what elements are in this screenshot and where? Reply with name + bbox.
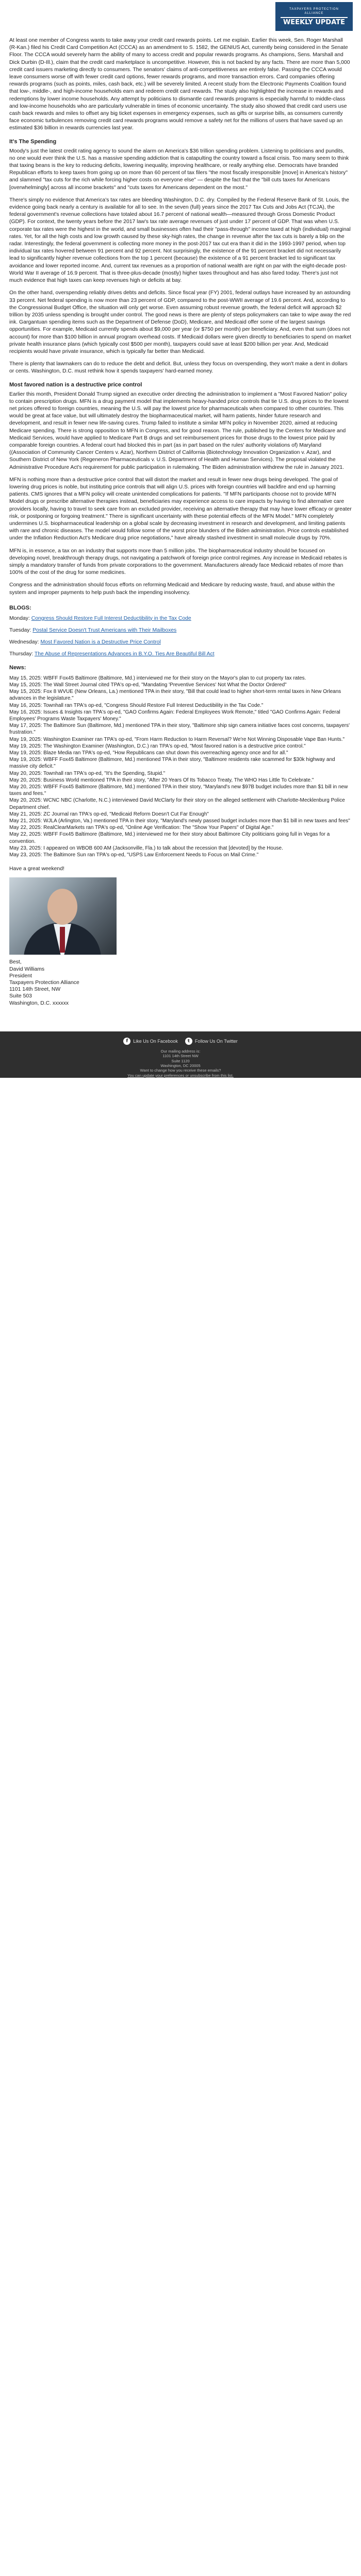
preferences-link[interactable]: You can update your preferences or unsubscribe from this list. (127, 1073, 234, 1078)
blog-day: Wednesday: (9, 639, 39, 645)
news-item: May 19, 2025: WBFF Fox45 Baltimore (Baltimore, Md.) mentioned TPA in their story, "Baltimore residents rake scammed for $30k highway and massive city deficit." (9, 757, 335, 770)
footer-line-1: Our mailing address is: (160, 1048, 201, 1054)
footer-line-2: 1101 14th Street NW (162, 1054, 199, 1059)
blog-day: Tuesday: (9, 627, 31, 633)
mfn-paragraph-2: MFN is nothing more than a destructive price control that will distort the market and result in fewer new drugs being developed. The goal of lowering drug prices is noble, but instituting price controls that will align U.S. prices with foreign countries will backfire and end up harming patients. CMS ignores that a MFN policy will create unintended complications for patients. "If MFN participants choose not to provide MFN Model drugs or prescribe alternative therapies instead, beneficiaries may experience access to care impacts by having to find alternative care providers locally, having to travel to seek care from an excluded provider, receiving an alternative therapy that may have lower efficacy or greater risk, or postponing or forgoing treatment." There is significant uncertainty with these potential effects of the MFN Model." MFN completely undermines U.S. biopharmaceutical leadership on a global scale by decreasing investment in research and development, and limiting patients with rare and chronic diseases. The model would follow some of the worst price blunders of the Biden administration. Price controls established under the Inflation Reduction Act's Medicare drug price negotiations," have already stashed investment in small molecule drugs by 70%. (9, 477, 352, 541)
twitter-icon: t (185, 1038, 192, 1045)
footer-line-4: Washington, DC 20005 (160, 1063, 201, 1068)
signature-block (9, 959, 352, 1006)
blog-day: Thursday: (9, 651, 34, 657)
news-item: May 21, 2025: ZC Journal ran TPA's op-ed, "Medicaid Reform Doesn't Cut Far Enough" (9, 811, 209, 817)
photo-head (47, 889, 77, 925)
signer-address-1: 1101 14th Street, NW (9, 987, 61, 993)
facebook-icon: f (123, 1038, 130, 1045)
president-photo (9, 877, 117, 955)
blog-item-monday (9, 615, 352, 622)
news-item: May 15, 2025: WBFF Fox45 Baltimore (Baltimore, Md.) interviewed me for their story on the Mayor's plan to cut property tax rates. (9, 675, 306, 681)
mfn-paragraph-3: MFN is, in essence, a tax on an industry that supports more than 5 million jobs. The biopharmaceutical industry should be focused on developing novel, breakthrough therapy drugs, not navigating a patchwork of foreign price control regimes. Any increase in Medicaid rebates is simply a mandatory transfer of funds from private corporations to the government. Manufacturers already face Medicaid rebates of more than 100% of the cost of the drug for some medicines. (9, 548, 347, 576)
section-title-spending: It's The Spending (9, 138, 57, 145)
main-content (0, 33, 361, 1007)
footer (0, 1031, 361, 1078)
signer-title: President (9, 973, 32, 979)
mfn-paragraph-4: Congress and the administration should focus efforts on reforming Medicaid and Medicare by reducing waste, fraud, and abuse within the system and improper payments to help push back the impending insolvency. (9, 582, 335, 596)
footer-unsubscribe-text: Want to change how you receive these emails? (140, 1068, 221, 1073)
newsletter-email (0, 0, 361, 1090)
news-item: May 23, 2025: I appeared on WBOB 600 AM (Jacksonville, Fla.) to talk about the recession that [devoted] by the House. (9, 845, 283, 851)
blog-link[interactable]: Most Favored Nation is a Destructive Price Control (40, 639, 161, 645)
signer-city: Washington, D.C. xxxxxx (9, 1000, 69, 1006)
twitter-button[interactable] (185, 1038, 238, 1045)
logo-divider (281, 17, 348, 18)
news-item: May 23, 2025: The Baltimore Sun ran TPA's op-ed, "USPS Law Enforcement Needs to Focus on Mail Crime." (9, 852, 259, 858)
news-item: May 19, 2025: The Washington Examiner (Washington, D.C.) ran TPA's op-ed, "Most favored nation is a destructive price control." (9, 743, 306, 749)
weekly-update-logo (275, 2, 353, 31)
news-item: May 22, 2025: WBFF Fox45 Baltimore (Baltimore, Md.) interviewed me for their story about Baltimore City politicians going full in Vegas for a convention. (9, 832, 330, 844)
photo-tie (60, 927, 65, 953)
news-item: May 22, 2025: RealClearMarkets ran TPA's op-ed, "Online Age Verification: The "Show Your Papers" of Digital Age." (9, 825, 274, 831)
news-item: May 19, 2025: Washington Examiner ran TPA's op-ed, "From Harm Reduction to Harm Reversal? We're Not Winning Disposable Vape Ban Hunts." (9, 736, 345, 742)
news-item: May 20, 2025: Business World mentioned TPA in their story, "After 20 Years Of Its Tobacco Treaty, The WHO Has Little To Celebrate." (9, 777, 314, 783)
news-item: May 19, 2025: Blaze Media ran TPA's op-ed, "How Republicans can shut down this overreaching agency once and for all." (9, 750, 288, 756)
blog-item-tuesday (9, 627, 352, 634)
news-item: May 17, 2025: The Baltimore Sun (Baltimore, Md.) mentioned TPA in their story, "Baltimore ship sign camera initiative faces cost concerns, taxpayers' frustration." (9, 723, 350, 736)
news-item: May 16, 2025: Issues & Insights ran TPA's op-ed, "GAO Confirms Again: Federal Employees Work Remote," titled "GAO Confirms Again: Federal Employees' Programs Waste Taxpayers' Money." (9, 709, 340, 722)
footer-line-3: Suite 1120 (171, 1058, 190, 1063)
signoff: Best, (9, 959, 22, 965)
blogs-heading: BLOGS: (9, 604, 31, 611)
mfn-paragraph-1: Earlier this month, President Donald Trump signed an executive order directing the administration to implement a "Most Favored Nation" policy to contain prescription drugs. MFN is a drug payment model that implements heavy-handed price controls that tie U.S. drug prices to the lowest net prices offered to foreign countries, meaning the U.S. will pay the lowest price for pharmaceuticals when compared to other countries. This would be great at face value, but will ultimately destroy the biopharmaceutical market, will harm patients, hinder future research and development, and result in fewer new life-saving cures. Trump failed to institute a similar MFN policy in November 2020, aimed at reducing Medicare spending. There is strong opposition to MFN in Congress, and for good reason. The rule, published by the Centers for Medicare and Medicaid Services, would have applied to Medicare Part B drugs and set reimbursement prices for those drugs to the lowest price paid by comparable foreign countries. A federal court had blocked this in part (as in part based on the rules' authority violations of) Maryland ((Association of Community Cancer Centers v. Azar), Northern District of California (Biotechnology Innovation Organization v. Azar), and Southern District of New York (Regeneron Pharmaceuticals v. U.S. Department of Health and Human Services). The proposal violated the Administrative Procedure Act's requirement for public participation in rulemaking. The Biden administration withdrew the rule in January 2021. (9, 391, 349, 470)
blog-item-thursday (9, 651, 352, 657)
logo-title: WEEKLY UPDATE (283, 18, 346, 26)
facebook-button[interactable] (123, 1038, 178, 1045)
news-item: May 16, 2025: Townhall ran TPA's op-ed, "Congress Should Restore Full Interest Deductibility in the Tax Code." (9, 702, 264, 708)
signer-org: Taxpayers Protection Alliance (9, 979, 79, 986)
signer-address-2: Suite 503 (9, 993, 32, 999)
blog-link[interactable]: Congress Should Restore Full Interest Deductibility in the Tax Code (31, 615, 191, 621)
closing-line: Have a great weekend! (9, 866, 64, 872)
news-item: May 15, 2025: Fox 8 WVUE (New Orleans, La.) mentioned TPA in their story, "Bill that could lead to higher short-term rental taxes in New Orleans advances in the legislature." (9, 689, 341, 702)
signer-name: David Williams (9, 966, 45, 972)
facebook-label: Like Us On Facebook (133, 1038, 178, 1044)
news-item: May 20, 2025: WCNC NBC (Charlotte, N.C.) interviewed David McClarty for their story on the alleged settlement with Charlotte-Mecklenburg Police Department chief. (9, 798, 345, 810)
twitter-label: Follow Us On Twitter (194, 1038, 238, 1044)
blog-item-wednesday (9, 639, 352, 646)
social-links (0, 1038, 361, 1045)
blog-link[interactable]: Postal Service Doesn't Trust Americans with Their Mailboxes (32, 627, 177, 633)
spending-paragraph-1: Moody's just the latest credit rating agency to sound the alarm on America's $36 trillion spending problem. Listening to politicians and pundits, no one would ever think the U.S. has a massive spending addiction that is catapulting the country toward a fiscal crisis. Too many seem to think that taxing beans is the key to reducing deficits, lowering inequality, improving healthcare, or really anything else. Democrats have branded Republican efforts to keep taxes from going up on more than 60 percent of tax filers "the most fiscally irresponsible [move] in America's history" and slammed "tax cuts for the rich while forcing higher costs on everyone else" — despite the fact that the "bill cuts taxes for Americans [overwhelmingly] across all income brackets" and "cuts taxes for Americans dependent on the most." (9, 148, 349, 191)
news-item: May 20, 2025: Townhall ran TPA's op-ed, "It's the Spending, Stupid." (9, 770, 166, 776)
spending-paragraph-2: There's simply no evidence that America's tax rates are bleeding Washington, D.C. dry. Compiled by the Federal Reserve Bank of St. Louis, the evidence going back nearly a century is available for all to see. In the seven (full) years since the 2017 Tax Cuts and Jobs Act (TCJA), the federal government's revenue collections have totaled about 16.7 percent of national wealth—measured through Gross Domestic Product (GDP). For context, the twenty years before the 2017 law's tax rate average revenues of just under 17 percent of GDP. That was when U.S. corporate tax rates were the highest in the world, and small businesses often had their "pass-through" income taxed at high (individual) marginal rates. Yet, for all the high costs and low growth caused by these sky-high rates, the change in revenue after the tax cuts is barely a blip on the radar. Interestingly, the federal government is collecting more money in the post-2017 tax cut era than it did in the 1993-1997 period, when top individual tax rates hovered between 91 percent and 92 percent. Not surprisingly, the existence of the 91 percent bracket did not necessarily lead to significantly higher revenue collections from the top 1 percent (because) the existence of a 91 percent bracket led to significant tax avoidance and lower reported income. And, current tax revenues as a proportion of national wealth are right on par with the eight-decade post-World War II average of 16.9 percent. That is three-plus-decade (mostly) higher taxes throughout and has also fared today. There's just not much evidence that high taxes can keep revenues high or deficits at bay. (9, 197, 351, 284)
spending-paragraph-4: There is plenty that lawmakers can do to reduce the debt and deficit. But, unless they focus on overspending, they won't make a dent in dollars or cents. Washington, D.C. must rethink how it spends taxpayers' hard-earned money. (9, 361, 348, 375)
news-heading: News: (9, 664, 26, 671)
bottom-spacer (0, 1078, 361, 1090)
section-title-mfn: Most favored nation is a destructive price control (9, 381, 142, 388)
news-item: May 20, 2025: WBFF Fox45 Baltimore (Baltimore, Md.) mentioned TPA in their story, "Maryland's new $97B budget includes more than $1 bill in new taxes and fees." (9, 784, 348, 797)
header-banner (0, 0, 361, 33)
blog-day: Monday: (9, 615, 30, 621)
intro-paragraph: At least one member of Congress wants to take away your credit card rewards points. Let me explain. Earlier this week, Sen. Roger Marshall (R-Kan.) filed his Credit Card Competition Act (CCCA) as an amendment to S. 1582, the GENIUS Act, currently being considered in the Senate Floor. The CCCA would severely harm the ability of many to access credit and popular rewards programs. As champions, Sens. Marshall and Dick Durbin (D-Ill.), claim that the credit card marketplace is uncompetitive. However, this is not backed by any facts. There are more than 5,000 credit card issuers marketing directly to consumers. The senators' claims of anti-competitiveness are entirely false. Passing the CCCA would leave consumers worse off with fewer credit card options, fewer rewards programs, and more transaction errors. Card companies offering rewards programs (such as points, miles, cash back, etc.) will be severely limited. A recent study from the Electronic Payments Coalition found that low-, middle-, and high-income households earn and redeem credit card rewards. The study also highlighted the increase in rewards and redemptions by lower income households. Any attempt by politicians to dismantle card rewards programs is especially harmful to middle-class and low-income households who are particularly vulnerable in times of economic uncertainty. The study also showed that credit card users use cash back rewards and miles to offset any big ticket expenses in emergency expenses, such as gifts or surprise bills, as consumers currently face economic turbulences removing credit card rewards programs would remove a safety net for the millions of users that have saved up an estimated $36 billion in rewards currencies last year. (9, 38, 350, 131)
spending-paragraph-3: On the other hand, overspending reliably drives debts and deficits. Since fiscal year (FY) 2001, federal outlays have increased by an astounding 33 percent. Net federal spending is now more than 23 percent of GDP, compared to the post-WWII average of 19.6 percent. And, according to the Congressional Budget Office, the situation will only get worse. Even assuming robust revenue growth, the federal deficit will approach $2 trillion by 2035 unless spending is brought under control. The good news is there are plenty of steps policymakers can take to wipe away the red ink. Gargantuan spending items such as the Department of Defense (DoD), Medicare, and Medicaid offer some of the largest savings opportunities. For example, Medicaid currently spends about $9,000 per year (or $750 per month) per beneficiary. And, even that sum (does not account) for more than $100 billion in annual program overhead costs. If Medicaid dollars were given directly to beneficiaries to spend on market private health insurance plans (which typically cost $500 per month), taxpayers could save at least $200 billion per year. And, Medicaid recipients would have private insurance, which is typically far better than Medicaid. (9, 290, 352, 354)
logo-org-name: TAXPAYERS PROTECTION ALLIANCE (289, 7, 339, 15)
news-list (9, 675, 352, 858)
footer-address (0, 1049, 361, 1078)
news-item: May 21, 2025: WJLA (Arlington, Va.) mentioned TPA in their story, "Maryland's newly passed budget includes more than $1 bill in new taxes and fees" (9, 818, 350, 824)
blog-link[interactable]: The Abuse of Representations Advances in B.Y.O. Ties Are Beautiful Bill Act (34, 651, 215, 657)
news-item: May 15, 2025: The Wall Street Journal cited TPA's op-ed, "Mandating 'Preventive Services' Not What the Doctor Ordered" (9, 682, 287, 688)
